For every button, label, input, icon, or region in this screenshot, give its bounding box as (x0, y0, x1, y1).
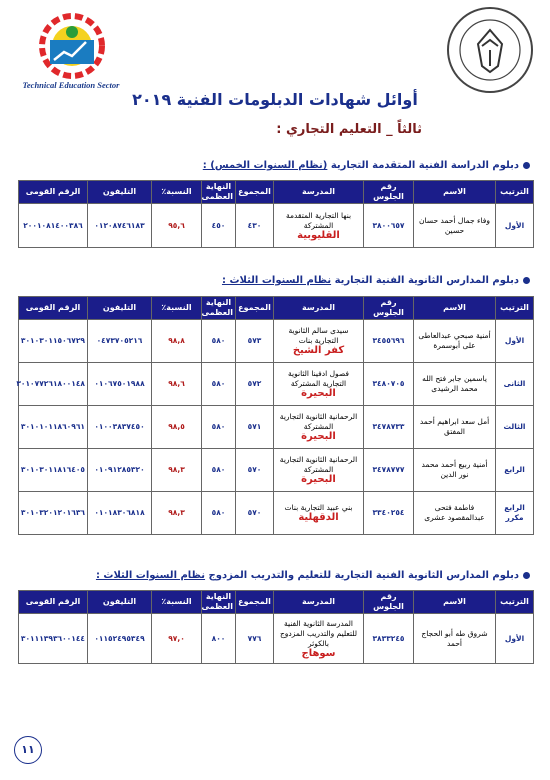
table2-title-extra: نظام السنوات الثلاث : (221, 275, 332, 286)
school-cell (274, 449, 364, 492)
phone-header: التليفون (88, 297, 152, 320)
bullet-icon (523, 277, 530, 284)
school-name: الرحمانية الثانوية التجارية المشتركة (279, 412, 358, 431)
national-id: ٣٠١٠٣٢٠١٢٠١٦٣٦ (19, 492, 88, 535)
total-score: ٧٧٦ (236, 614, 274, 664)
rank-header: الترتيب (496, 297, 534, 320)
school-name: بني عبيد التجارية بنات (284, 503, 353, 512)
section-heading: ثالثاً _ التعليم التجاري : (276, 122, 422, 137)
percentage: ٩٨,٥ (152, 406, 202, 449)
percentage: ٩٨,٦ (152, 363, 202, 406)
phone-number: ٠١١٥٢٤٩٥٣٤٩ (88, 614, 152, 664)
table-row (19, 492, 534, 535)
student-name: أمنية ربيع أحمد محمد نور الدين (414, 449, 496, 492)
max-header: النهاية العظمى (202, 297, 236, 320)
phone-number: ٠١٠٩١٢٨٥٣٢٠ (88, 449, 152, 492)
seat-number: ٣٤٧٨٧٧٧ (364, 449, 414, 492)
student-name: فاطمة فتحى عبدالمقصود عشرى (414, 492, 496, 535)
school-cell (274, 614, 364, 664)
student-name: شروق طه أبو الحجاج أحمد (414, 614, 496, 664)
phone-number: ٠١٢٠٨٧٤٦١٨٣ (88, 204, 152, 248)
table-row (19, 406, 534, 449)
rank-header: الترتيب (496, 181, 534, 204)
percent-header: النسبة٪ (152, 297, 202, 320)
total-score: ٥٧٣ (236, 320, 274, 363)
phone-number: ٠٤٧٣٧٠٥٢١٦ (88, 320, 152, 363)
table2-title: دبلوم المدارس الثانوية الفنية التجارية (334, 275, 519, 286)
governorate-name: سوهاج (301, 647, 336, 659)
school-cell (274, 363, 364, 406)
rank-cell: الرابع (496, 449, 534, 492)
national-id: ٣٠١٠١٠١١٨٦٠٩٦١ (19, 406, 88, 449)
total-score: ٥٧٠ (236, 492, 274, 535)
student-name: أمنية صبحي عبدالعاطى على أبوسمرة (414, 320, 496, 363)
national-id-header: الرقم القومى (19, 297, 88, 320)
student-name: أمل سعد ابراهيم أحمد المفتق (414, 406, 496, 449)
school-header: المدرسة (274, 591, 364, 614)
seat-number: ٣٤٧٨٧٣٣ (364, 406, 414, 449)
percentage: ٩٨,٣ (152, 449, 202, 492)
table1-title-extra: (نظام السنوات الخمس) : (202, 160, 328, 171)
table-row (19, 320, 534, 363)
total-score: ٤٣٠ (236, 204, 274, 248)
school-name: الرحمانية الثانوية التجارية المشتركة (279, 455, 358, 474)
percentage: ٩٧,٠ (152, 614, 202, 664)
technical-education-caption: Technical Education Sector (22, 80, 120, 90)
school-name: المدرسة الثانوية الفنية للتعليم والتدريب المزدوج بالكوثر (279, 618, 358, 648)
table-three-year-diploma (18, 296, 534, 535)
school-cell (274, 406, 364, 449)
max-score: ٨٠٠ (202, 614, 236, 664)
table-header-row (19, 181, 534, 204)
table-five-year-diploma (18, 180, 534, 248)
national-id-header: الرقم القومى (19, 591, 88, 614)
page-title: أوائل شهادات الدبلومات الفنية ٢٠١٩ (132, 90, 418, 109)
seat-header: رقم الجلوس (364, 591, 414, 614)
bullet-icon (523, 162, 530, 169)
phone-number: ٠١٠٦٧٥٠١٩٨٨ (88, 363, 152, 406)
table1-heading (203, 160, 530, 171)
max-score: ٤٥٠ (202, 204, 236, 248)
seat-number: ٣٤٨٠٧٠٥ (364, 363, 414, 406)
percentage: ٩٨,٣ (152, 492, 202, 535)
national-id: ٣٠١٠٣٠١١٥٠٦٧٢٩ (19, 320, 88, 363)
rank-cell: الثالث (496, 406, 534, 449)
ministry-logo (438, 4, 543, 96)
name-header: الاسم (414, 591, 496, 614)
seat-number: ٣٨٣٣٢٤٥ (364, 614, 414, 664)
name-header: الاسم (414, 297, 496, 320)
table-row (19, 204, 534, 248)
total-score: ٥٧١ (236, 406, 274, 449)
table1-title: دبلوم الدراسة الفنية المتقدمة التجارية (330, 160, 519, 171)
percent-header: النسبة٪ (152, 591, 202, 614)
table-header-row (19, 297, 534, 320)
name-header: الاسم (414, 181, 496, 204)
seat-number: ٣٣٤٠٢٥٤ (364, 492, 414, 535)
student-name: ياسمين جابر فتح الله محمد الرشيدى (414, 363, 496, 406)
school-name: سيدى سالم الثانوية التجارية بنات (288, 326, 349, 345)
national-id: ٣٠١٠٧٧٢٦١٨٠٠١٤٨ (19, 363, 88, 406)
national-id: ٣٠١٠٣٠١١٨١٦٤٠٥ (19, 449, 88, 492)
seat-number: ٣٨٠٠٦٥٧ (364, 204, 414, 248)
table-row (19, 614, 534, 664)
school-cell (274, 492, 364, 535)
max-score: ٥٨٠ (202, 449, 236, 492)
school-cell (274, 204, 364, 248)
max-score: ٥٨٠ (202, 320, 236, 363)
governorate-name: البحيرة (301, 474, 336, 485)
phone-number: ٠١٠٠٣٨٣٧٤٥٠ (88, 406, 152, 449)
percent-header: النسبة٪ (152, 181, 202, 204)
max-header: النهاية العظمى (202, 181, 236, 204)
table3-title-extra: نظام السنوات الثلاث : (95, 570, 206, 581)
school-header: المدرسة (274, 297, 364, 320)
percentage: ٩٨,٨ (152, 320, 202, 363)
table-row (19, 449, 534, 492)
percentage: ٩٥,٦ (152, 204, 202, 248)
governorate-name: الدقهلية (298, 512, 339, 523)
table3-heading (96, 570, 530, 581)
school-header: المدرسة (274, 181, 364, 204)
rank-cell: الرابع مكرر (496, 492, 534, 535)
total-header: المجموع (236, 181, 274, 204)
table3-title: دبلوم المدارس الثانوية الفنية التجارية للتعليم والتدريب المزدوج (208, 570, 519, 581)
max-score: ٥٨٠ (202, 406, 236, 449)
rank-cell: الأول (496, 320, 534, 363)
seat-header: رقم الجلوس (364, 297, 414, 320)
student-name: وفاء جمال أحمد حسان حسين (414, 204, 496, 248)
school-name: فصول ادفينا الثانوية التجارية المشتركة (288, 369, 349, 388)
total-header: المجموع (236, 297, 274, 320)
national-id: ٢٠٠١٠٨١٤٠٠٣٨٦ (19, 204, 88, 248)
page-number: ١١ (14, 736, 42, 764)
governorate-name: البحيرة (301, 388, 336, 399)
phone-number: ٠١٠١٨٣٠٦٨١٨ (88, 492, 152, 535)
school-cell (274, 320, 364, 363)
governorate-name: البحيرة (301, 431, 336, 442)
seat-header: رقم الجلوس (364, 181, 414, 204)
rank-header: الترتيب (496, 591, 534, 614)
national-id-header: الرقم القومى (19, 181, 88, 204)
total-header: المجموع (236, 591, 274, 614)
table-dual-education-diploma (18, 590, 534, 664)
national-id: ٣٠١١١٣٩٣٦٠٠١٤٤ (19, 614, 88, 664)
total-score: ٥٧٢ (236, 363, 274, 406)
rank-cell: الأول (496, 614, 534, 664)
phone-header: التليفون (88, 181, 152, 204)
table2-heading (222, 275, 530, 286)
rank-cell: الأول (496, 204, 534, 248)
max-header: النهاية العظمى (202, 591, 236, 614)
table-header-row (19, 591, 534, 614)
governorate-name: كفر الشيخ (292, 345, 345, 356)
school-name: بنها التجارية المتقدمة المشتركة (285, 210, 352, 230)
total-score: ٥٧٠ (236, 449, 274, 492)
table-row (19, 363, 534, 406)
rank-cell: الثانى (496, 363, 534, 406)
seat-number: ٣٤٥٥٦٩٦ (364, 320, 414, 363)
phone-header: التليفون (88, 591, 152, 614)
max-score: ٥٨٠ (202, 492, 236, 535)
bullet-icon (523, 572, 530, 579)
governorate-name: القليوبية (297, 229, 340, 241)
max-score: ٥٨٠ (202, 363, 236, 406)
